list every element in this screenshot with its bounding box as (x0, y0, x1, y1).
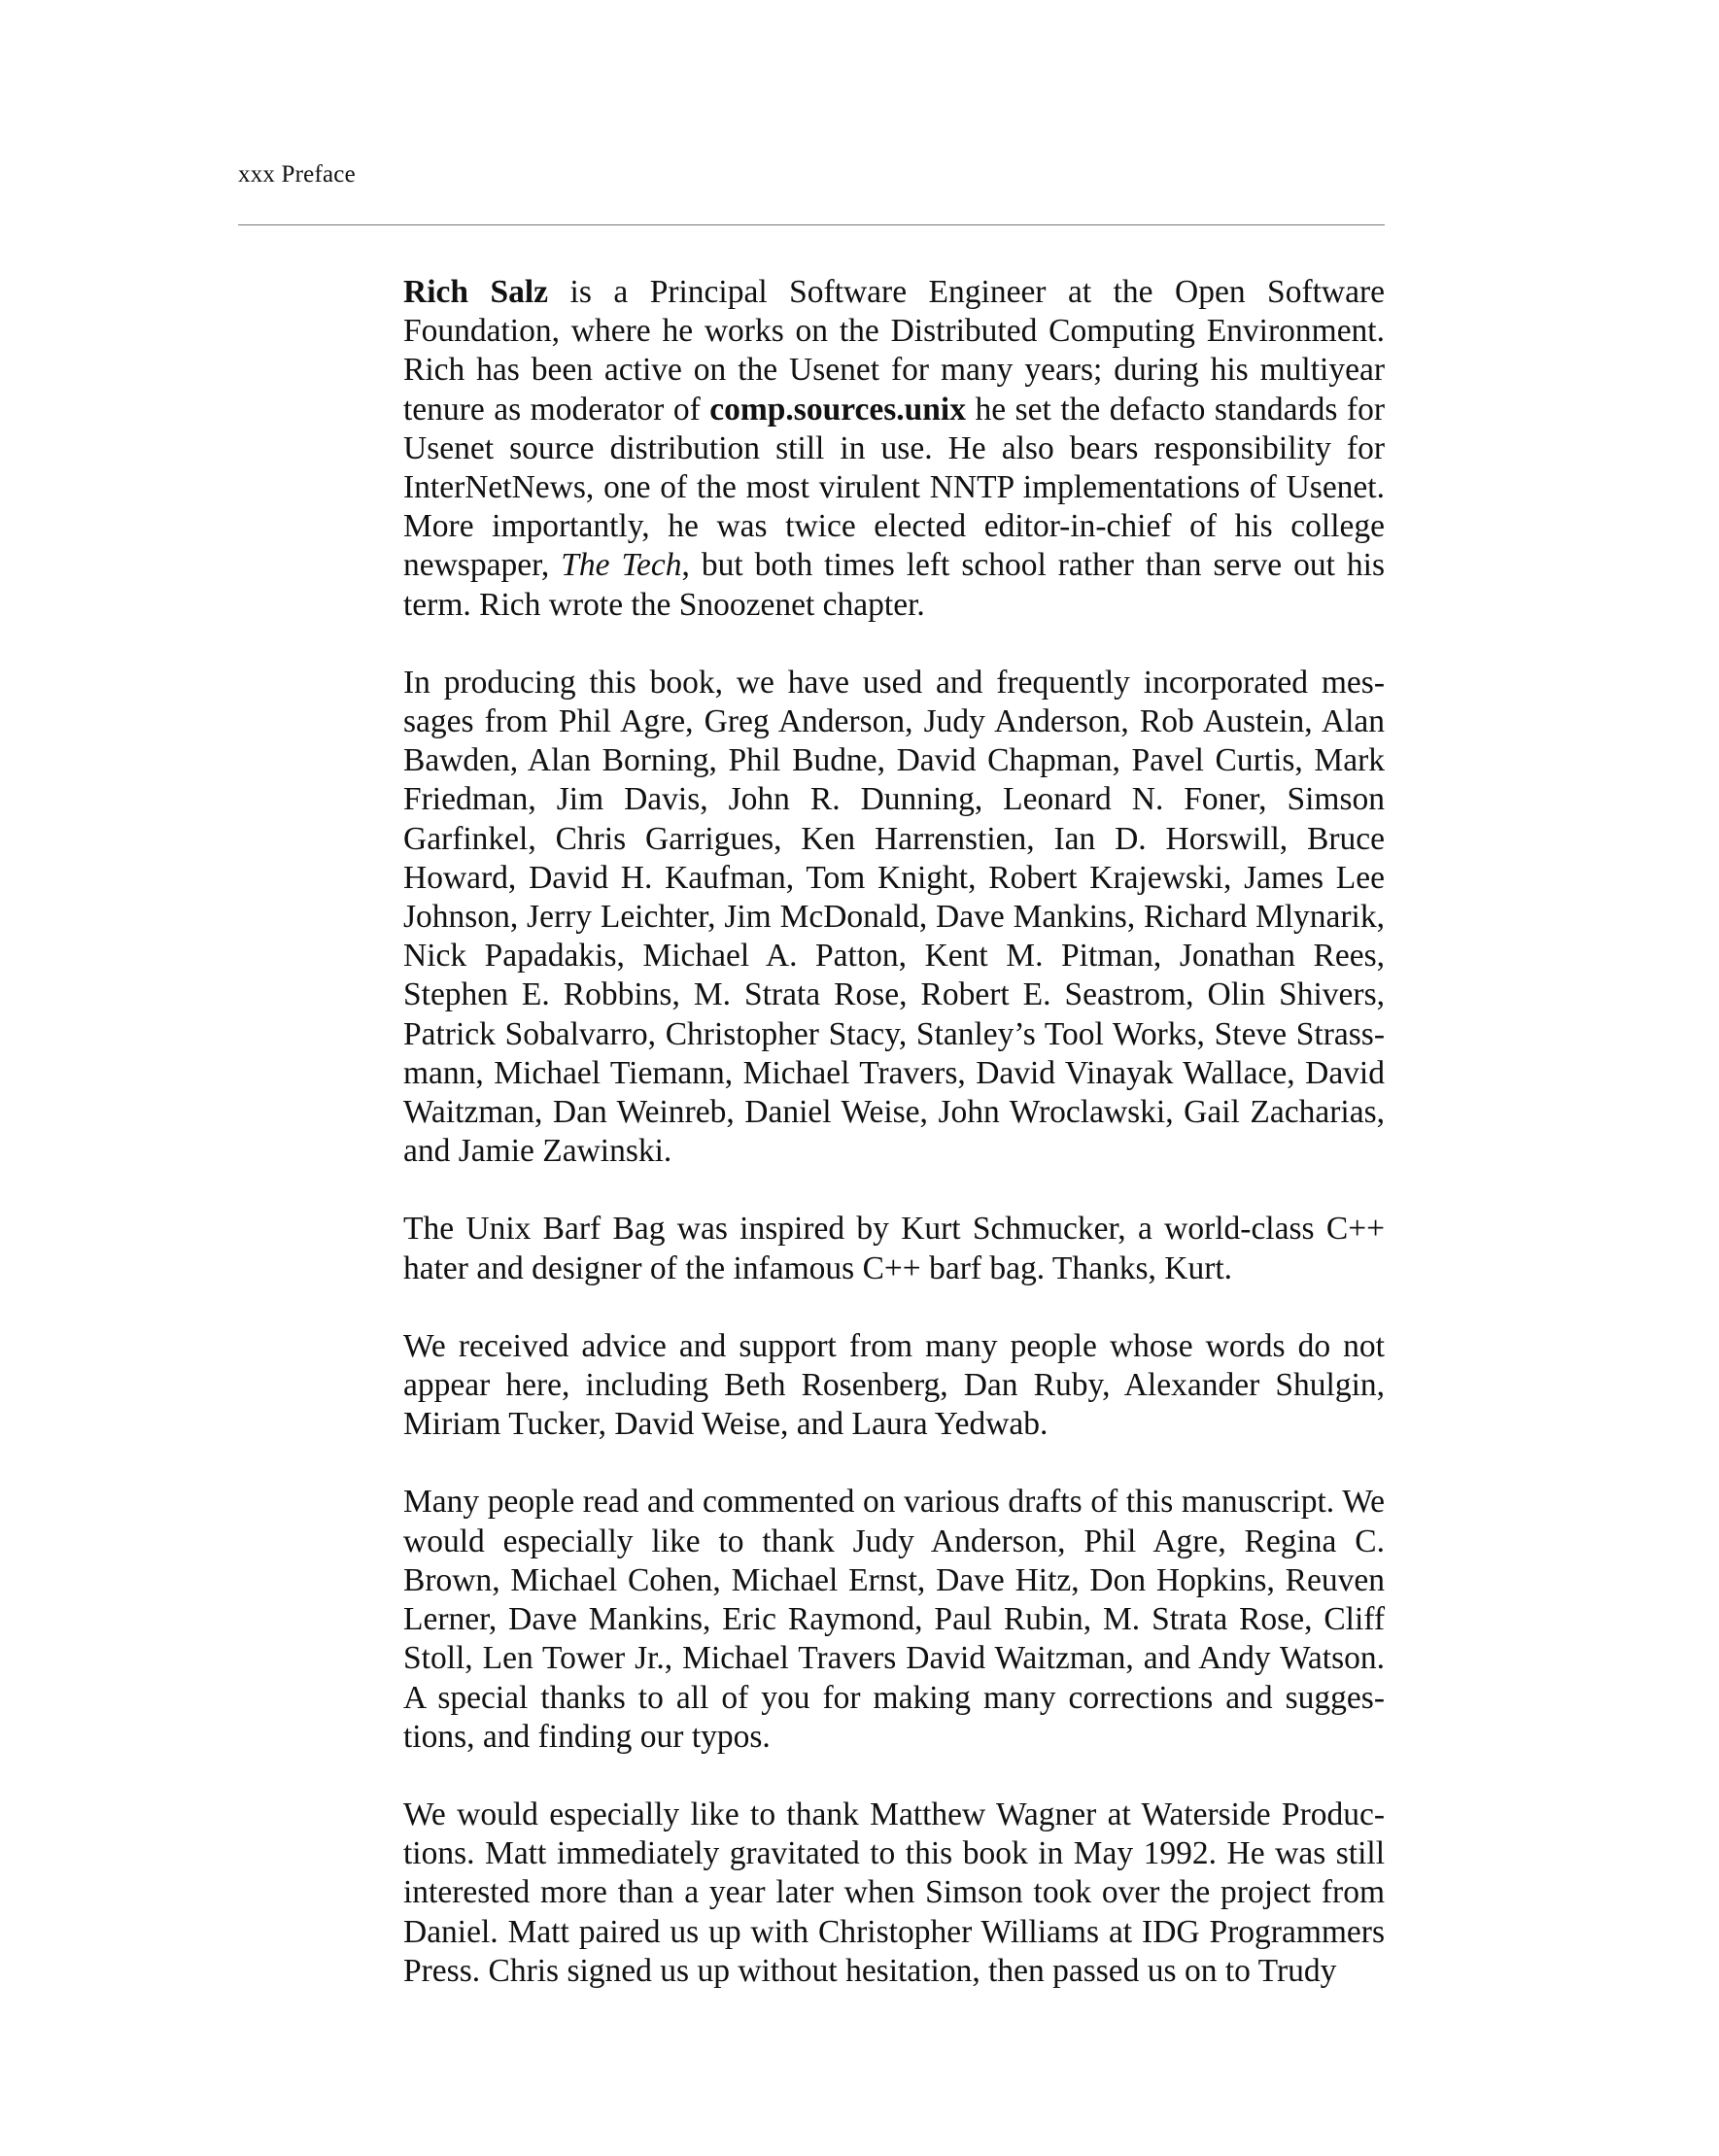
paragraph-text: is a Principal Software Engineer at the Open Software Foundation, where he works on the Distributed Computing Environment. Rich has been active on the Usenet for many years; during his multiyear tenure as moderator of (403, 274, 1385, 428)
paragraph-message-sources: In producing this book, we have used and frequently incorporated messages from Phil Agre, Greg Anderson, Judy Anderson, Rob Austein, Alan Bawden, Alan Borning, Phil Budne, David Chapman, Pavel Curtis, Mark Friedman, Jim Davis, John R. Dunning, Leonard N. Foner, Simson Garfinkel, Chris Garrigues, Ken Harrenstien, Ian D. Horswill, Bruce Howard, David H. Kaufman, Tom Knight, Robert Krajewski, James Lee Johnson, Jerry Leichter, Jim McDonald, Dave Mankins, Richard Mlynarik, Nick Papadakis, Michael A. Patton, Kent M. Pitman, Jonathan Rees, Stephen E. Robbins, M. Strata Rose, Robert E. Seastrom, Olin Shivers, Patrick Sobalvarro, Christopher Stacy, Stanley’s Tool Works, Steve Strassmann, Michael Tiemann, Michael Travers, David Vinayak Wallace, David Waitzman, Dan Weinreb, Daniel Weise, John Wroclawski, Gail Zacharias, and Jamie Zawinski. (403, 664, 1385, 1170)
newspaper-title: The Tech (561, 547, 682, 584)
paragraph-text: , but both times left school rather than serve out his term. Rich wrote the Snoozenet chapter. (403, 547, 1385, 623)
paragraph-rich-salz (403, 273, 1385, 625)
paragraph-text: he set the defacto standards for Usenet source distribution still in use. He also bears responsibility for InterNetNews, one of the most virulent NNTP implementations of Usenet. More importantly, he was twice elected editor-in-chief of his college newspaper, (403, 391, 1385, 584)
newsgroup-name: comp.sources.unix (709, 391, 966, 428)
body-text (403, 273, 1385, 2030)
running-head: xxx Preface (238, 161, 356, 188)
paragraph-reviewers: Many people read and commented on various drafts of this manuscript. We would especially like to thank Judy Anderson, Phil Agre, Regina C. Brown, Michael Cohen, Michael Ernst, Dave Hitz, Don Hopkins, Reuven Lerner, Dave Mankins, Eric Raymond, Paul Rubin, M. Strata Rose, Cliff Stoll, Len Tower Jr., Michael Travers David Waitzman, and Andy Watson. A special thanks to all of you for making many corrections and suggestions, and finding our typos. (403, 1484, 1385, 1755)
paragraph-barf-bag: The Unix Barf Bag was inspired by Kurt Schmucker, a world-class C++ hater and designer of the infamous C++ barf bag. Thanks, Kurt. (403, 1211, 1385, 1286)
contributor-name: Rich Salz (403, 274, 549, 310)
paragraph-advice-support: We received advice and support from many people whose words do not appear here, including Beth Rosenberg, Dan Ruby, Alexander Shulgin, Miriam Tucker, David Weise, and Laura Yedwab. (403, 1327, 1385, 1443)
header-rule (238, 224, 1385, 225)
paragraph-publisher-thanks: We would especially like to thank Matthew Wagner at Waterside Productions. Matt immediately gravitated to this book in May 1992. He was still interested more than a year later when Simson took over the project from Daniel. Matt paired us up with Christopher Williams at IDG Programmers Press. Chris signed us up without hesitation, then passed us on to Trudy (403, 1796, 1385, 1989)
